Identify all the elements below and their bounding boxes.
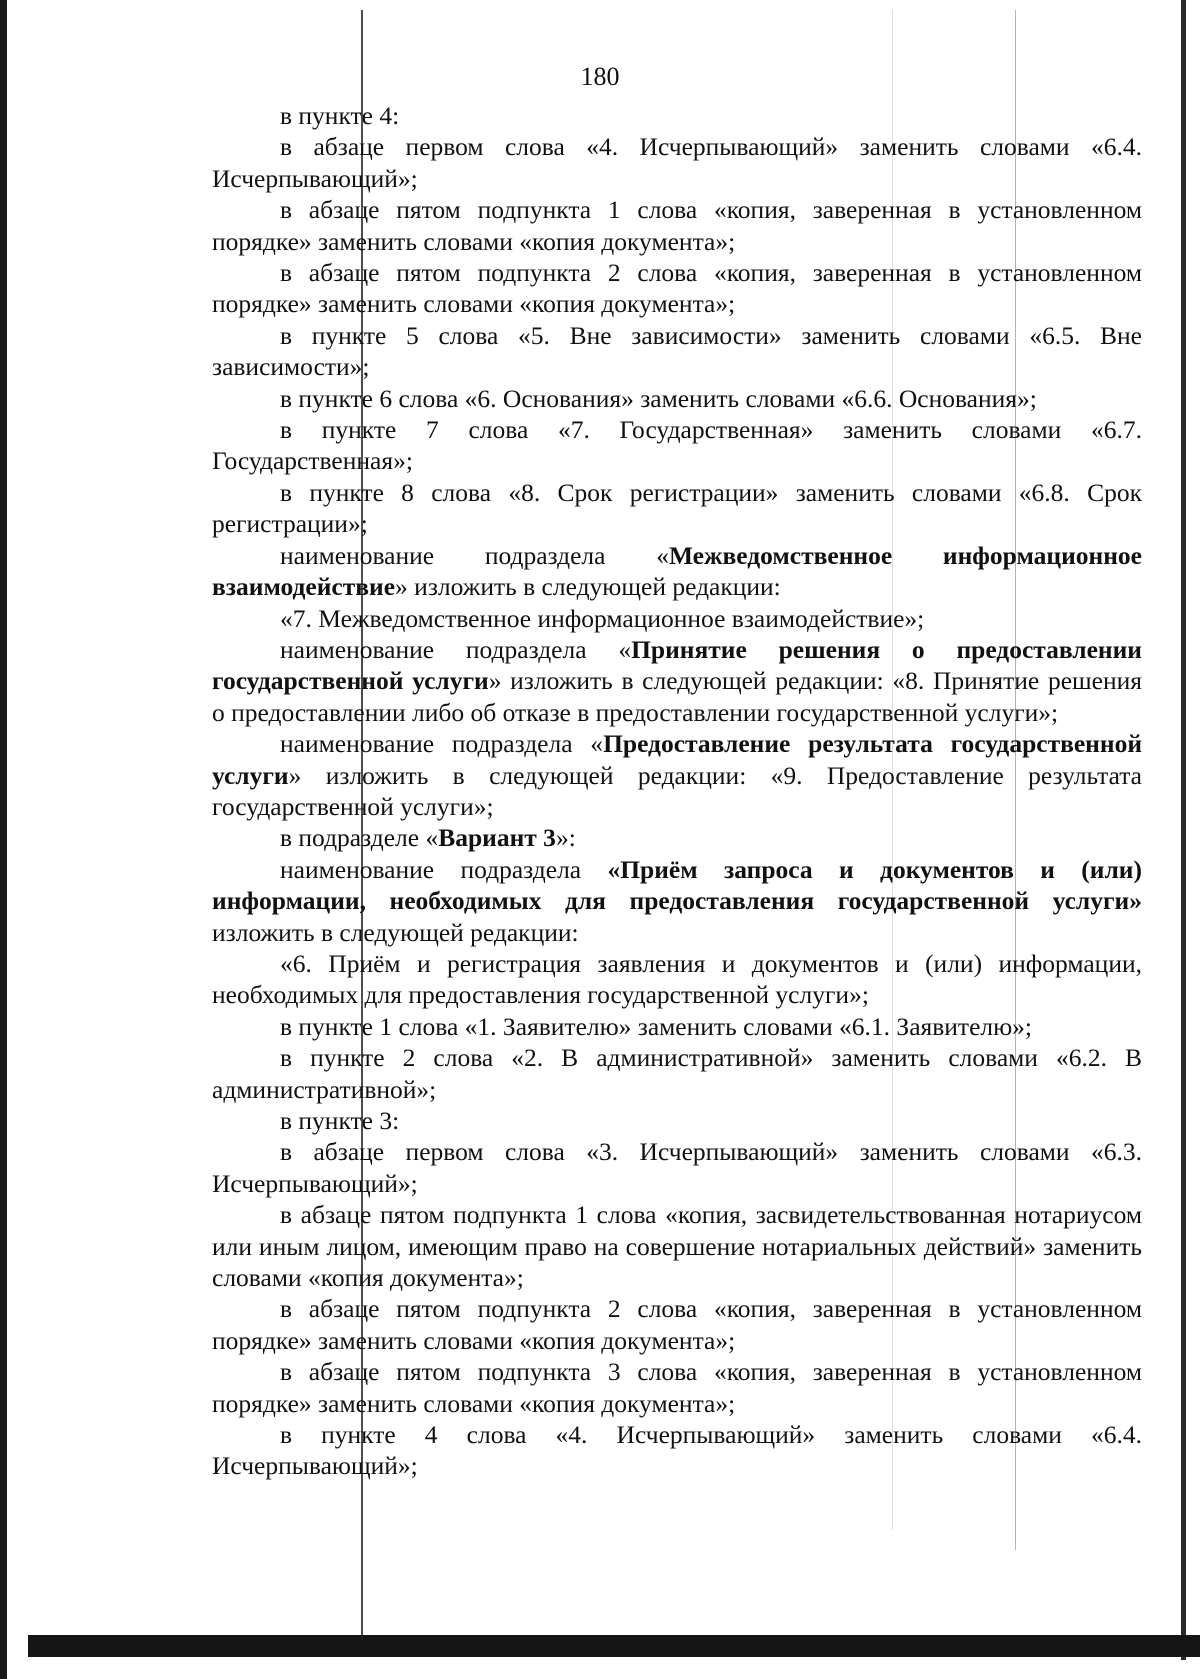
paragraph — [212, 1042, 1142, 1105]
text-run: в подразделе « — [280, 823, 439, 853]
text-run: «7. Межведомственное информационное взаимодействие»; — [280, 603, 925, 633]
text-run: » изложить в следующей редакции: «9. Предоставление результата государственной услуги»; — [212, 760, 1142, 821]
bold-text-run: Межведомственное информационное взаимодействие — [212, 540, 1142, 602]
text-run: в абзаце пятом подпункта 3 слова «копия, заверенная в установленном порядке» заменить словами «копия документа»; — [212, 1357, 1142, 1418]
text-run: наименование подраздела « — [280, 729, 604, 759]
paragraph — [212, 1293, 1142, 1356]
text-run: в абзаце первом слова «3. Исчерпывающий» заменить словами «6.3. Исчерпывающий»; — [212, 1137, 1142, 1198]
text-run: наименование подраздела « — [280, 634, 632, 664]
paragraph — [212, 1011, 1142, 1042]
paragraph — [212, 854, 1142, 948]
bold-text-run: «Приём запроса и документов и (или) информации, необходимых для предоставления государственной услуги» — [212, 854, 1142, 916]
text-run: в пункте 8 слова «8. Срок регистрации» заменить словами «6.8. Срок регистрации»; — [212, 477, 1142, 539]
paragraph — [212, 131, 1142, 194]
paragraph — [212, 603, 1142, 634]
paragraph — [212, 320, 1142, 383]
text-run: в абзаце пятом подпункта 1 слова «копия, заверенная в установленном порядке» заменить словами «копия документа»; — [212, 195, 1142, 256]
paragraph — [212, 1419, 1142, 1482]
paragraph — [212, 257, 1142, 320]
paragraph — [212, 414, 1142, 477]
text-run: в абзаце пятом подпункта 2 слова «копия, заверенная в установленном порядке» заменить словами «копия документа»; — [212, 1294, 1142, 1355]
text-run: наименование подраздела — [280, 854, 608, 884]
paragraph — [212, 1136, 1142, 1199]
paragraph — [212, 477, 1142, 540]
text-run: в абзаце первом слова «4. Исчерпывающий» заменить словами «6.4. Исчерпывающий»; — [212, 132, 1142, 193]
text-run: в пункте 7 слова «7. Государственная» заменить словами «6.7. Государственная»; — [212, 415, 1142, 476]
scan-left-edge — [0, 0, 7, 1679]
text-run: изложить в следующей редакции: — [212, 917, 579, 947]
text-run: наименование подраздела « — [280, 540, 669, 570]
text-run: в пункте 6 слова «6. Основания» заменить словами «6.6. Основания»; — [280, 383, 1037, 413]
paragraph — [212, 822, 1142, 853]
bold-text-run: Вариант 3 — [438, 823, 556, 853]
text-run: в пункте 4 слова «4. Исчерпывающий» заменить словами «6.4. Исчерпывающий»; — [212, 1420, 1142, 1481]
text-run: » изложить в следующей редакции: — [395, 572, 781, 602]
page-number: 180 — [580, 62, 620, 91]
paragraph — [212, 1356, 1142, 1419]
text-run: »: — [555, 823, 576, 853]
paragraph — [212, 948, 1142, 1011]
scan-bottom-edge — [28, 1635, 1200, 1657]
text-run: в пункте 1 слова «1. Заявителю» заменить словами «6.1. Заявителю»; — [280, 1011, 1033, 1041]
paragraph — [212, 728, 1142, 822]
paragraph — [212, 194, 1142, 257]
text-run: в пункте 3: — [280, 1106, 400, 1135]
scan-right-edge — [1181, 0, 1186, 1660]
text-run: в пункте 2 слова «2. В административной» заменить словами «6.2. В административной»; — [212, 1043, 1142, 1104]
paragraph — [212, 100, 1142, 131]
paragraph — [212, 383, 1142, 414]
text-run: «6. Приём и регистрация заявления и документов и (или) информации, необходимых для предоставления государственной услуги»; — [212, 948, 1142, 1010]
paragraph — [212, 540, 1142, 603]
document-body — [212, 100, 1142, 1482]
text-run: в абзаце пятом подпункта 1 слова «копия, засвидетельствованная нотариусом или иным лицом, имеющим право на совершение нотариальных действий» заменить словами «копия документа»; — [212, 1200, 1142, 1293]
paragraph — [212, 634, 1142, 728]
text-run: в абзаце пятом подпункта 2 слова «копия, заверенная в установленном порядке» заменить словами «копия документа»; — [212, 258, 1142, 319]
text-run: » изложить в следующей редакции: «8. Принятие решения о предоставлении либо об отказе в предоставлении государственной услуги»; — [212, 666, 1142, 727]
bold-text-run: Принятие решения о предоставлении государственной услуги — [212, 634, 1142, 696]
paragraph — [212, 1199, 1142, 1293]
text-run: в пункте 5 слова «5. Вне зависимости» заменить словами «6.5. Вне зависимости»; — [212, 320, 1142, 382]
text-run: в пункте 4: — [280, 101, 400, 130]
bold-text-run: Предоставление результата государственной услуги — [212, 729, 1143, 790]
paragraph — [212, 1105, 1142, 1136]
